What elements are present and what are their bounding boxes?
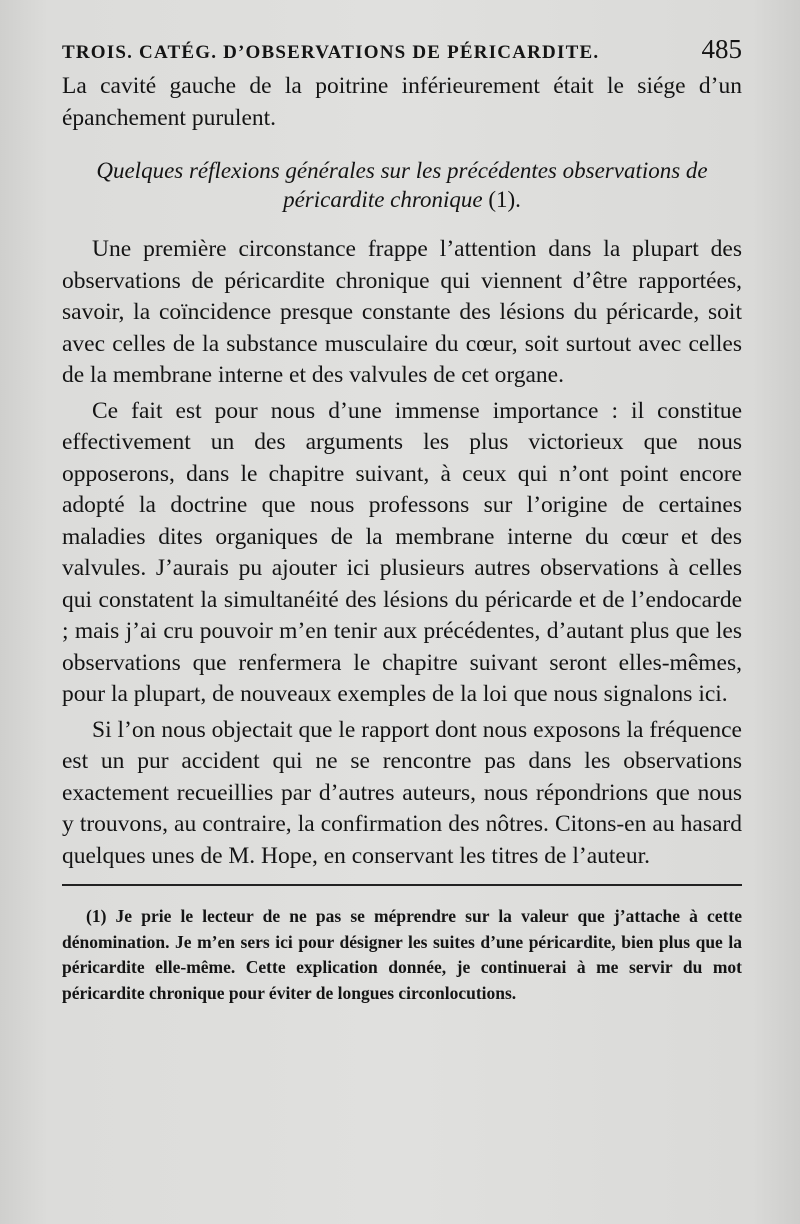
section-title: Quelques réflexions générales sur les précédentes observations de péricardite chronique (96, 158, 708, 212)
opening-paragraph: La cavité gauche de la poitrine inférieurement était le siége d’un épanchement purulent. (62, 73, 742, 131)
page-number: 485 (701, 34, 742, 64)
section-heading (62, 156, 742, 214)
paragraph-2: Ce fait est pour nous d’une immense importance : il constitue effectivement un des arguments les plus victorieux que nous opposerons, dans le chapitre suivant, à ceux qui n’ont point encore adopté la doctrine que nous professons sur l’origine de certaines maladies dites organiques de la membrane interne du cœur et des valvules. J’aurais pu ajouter ici plusieurs autres observations à celles qui constatent la simultanéité des lésions du péricarde et de l’endocarde ; mais j’ai cru pouvoir m’en tenir aux précédentes, d’autant plus que les observations que renfermera le chapitre suivant seront elles-mêmes, pour la plupart, de nouveaux exemples de la loi que nous signalons ici. (62, 397, 742, 707)
paragraph-1: Une première circonstance frappe l’attention dans la plupart des observations de péricardite chronique qui viennent d’être rapportées, savoir, la coïncidence presque constante des lésions du péricarde, soit avec celles de la substance musculaire du cœur, soit surtout avec celles de la membrane interne et des valvules de cet organe. (62, 236, 742, 388)
footnote-divider (62, 884, 742, 886)
footnote: (1) Je prie le lecteur de ne pas se méprendre sur la valeur que j’attache à cette dénomination. Je m’en sers ici pour désigner les suites d’une péricardite, bien plus que la péricardite elle-même. Cette explication donnée, je continuerai à me servir du mot péricardite chronique pour éviter de longues circonlocutions. (62, 906, 742, 1003)
running-header (62, 34, 742, 65)
footnote-reference: (1). (488, 187, 521, 212)
paragraph-3: Si l’on nous objectait que le rapport dont nous exposons la fréquence est un pur accident qui ne se rencontre pas dans les observations exactement recueillies par d’autres auteurs, nous répondrions que nous y trouvons, au contraire, la confirmation des nôtres. Citons-en au hasard quelques unes de M. Hope, en conservant les titres de l’auteur. (62, 716, 742, 869)
running-title: TROIS. CATÉG. D’OBSERVATIONS DE PÉRICARDITE. (62, 42, 600, 63)
